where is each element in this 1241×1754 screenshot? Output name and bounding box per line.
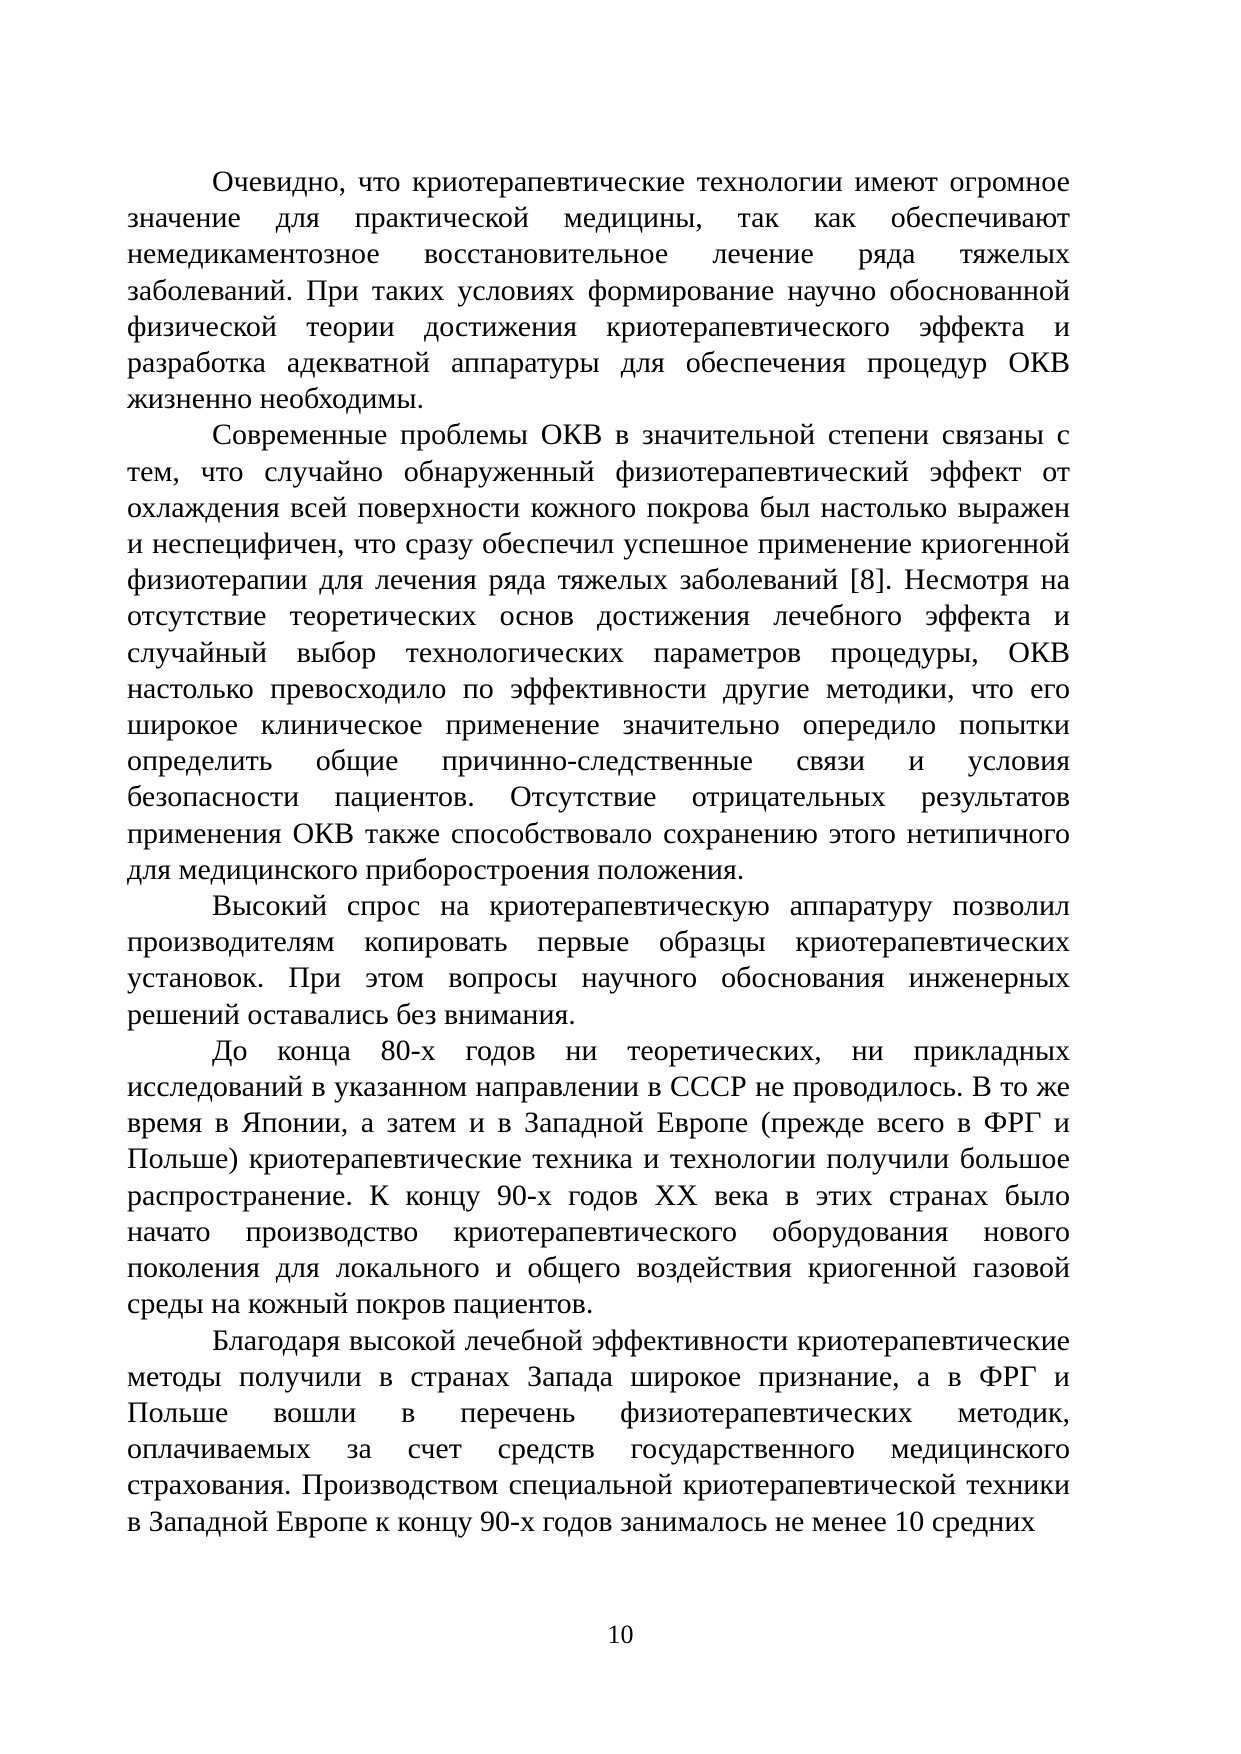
page-body [127, 164, 1070, 1540]
paragraph-2: Современные проблемы ОКВ в значительной степени связаны с тем, что случайно обнаруженный физиотерапевтический эффект от охлаждения всей поверхности кожного покрова был настолько выражен и неспецифичен, что сразу обеспечил успешное применение криогенной физиотерапии для лечения ряда тяжелых заболеваний [8]. Несмотря на отсутствие теоретических основ достижения лечебного эффекта и случайный выбор технологических параметров процедуры, ОКВ настолько превосходило по эффективности другие методики, что его широкое клиническое применение значительно опередило попытки определить общие причинно-следственные связи и условия безопасности пациентов. Отсутствие отрицательных результатов применения ОКВ также способствовало сохранению этого нетипичного для медицинского приборостроения положения. [127, 418, 1070, 886]
paragraph-3: Высокий спрос на криотерапевтическую аппаратуру позволил производителям копировать первые образцы криотерапевтических установок. При этом вопросы научного обоснования инженерных решений оставались без внимания. [127, 889, 1070, 1031]
page-number: 10 [607, 1620, 634, 1649]
paragraph-1: Очевидно, что криотерапевтические технологии имеют огромное значение для практической медицины, так как обеспечивают немедикаментозное восстановительное лечение ряда тяжелых заболеваний. При таких условиях формирование научно обоснованной физической теории достижения криотерапевтического эффекта и разработка адекватной аппаратуры для обеспечения процедур ОКВ жизненно необходимы. [127, 165, 1070, 416]
paragraph-5: Благодаря высокой лечебной эффективности криотерапевтические методы получили в странах Запада широкое признание, а в ФРГ и Польше вошли в перечень физиотерапевтических методик, оплачиваемых за счет средств государственного медицинского страхования. Производством специальной криотерапевтической техники в Западной Европе к концу 90-х годов занималось не менее 10 средних [127, 1323, 1070, 1538]
paragraph-4: До конца 80-х годов ни теоретических, ни прикладных исследований в указанном направлении в СССР не проводилось. В то же время в Японии, а затем и в Западной Европе (прежде всего в ФРГ и Польше) криотерапевтические техника и технологии получили большое распространение. К концу 90-х годов XX века в этих странах было начато производство криотерапевтического оборудования нового поколения для локального и общего воздействия криогенной газовой среды на кожный покров пациентов. [127, 1033, 1070, 1321]
